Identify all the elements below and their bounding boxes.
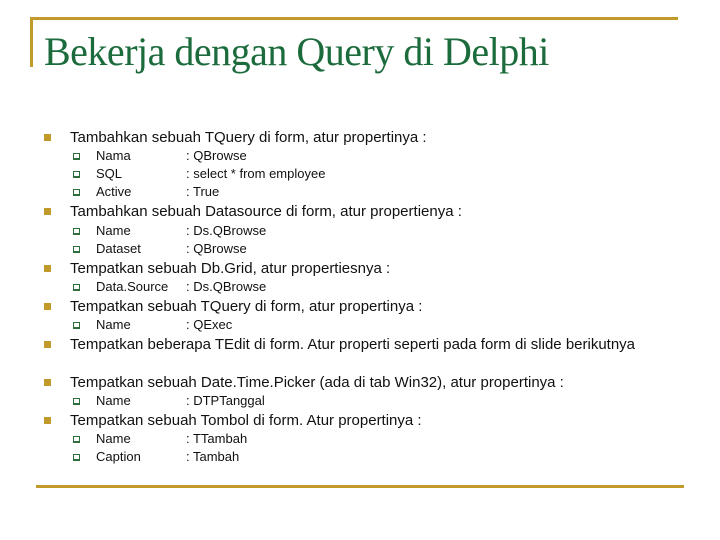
property-value: : QExec (186, 317, 233, 332)
property-name: SQL (96, 166, 123, 181)
box-bullet-icon (73, 398, 80, 405)
bullet-text: Tambahkan sebuah TQuery di form, atur propertinya : (70, 129, 427, 146)
bottom-rule (36, 485, 684, 488)
bullet-item (70, 298, 670, 315)
bullet-text: Tempatkan sebuah Date.Time.Picker (ada di tab Win32), atur propertinya : (70, 374, 564, 391)
property-name: Active (96, 184, 132, 199)
property-value: : True (186, 184, 220, 199)
bullet-text: Tempatkan sebuah Tombol di form. Atur propertinya : (70, 412, 422, 429)
bullet-item (70, 412, 670, 429)
box-bullet-icon (73, 171, 80, 178)
sub-bullet-item (96, 431, 248, 447)
bullet-text: Tempatkan sebuah TQuery di form, atur propertinya : (70, 298, 423, 315)
bullet-item (70, 260, 670, 277)
box-bullet-icon (73, 228, 80, 235)
property-value: : Ds.QBrowse (186, 223, 267, 238)
square-bullet-icon (44, 379, 51, 386)
left-rule (30, 17, 33, 67)
property-value: : QBrowse (186, 241, 247, 256)
bullet-item (70, 129, 670, 146)
property-name: Caption (96, 449, 141, 464)
sub-bullet-item (96, 279, 267, 295)
sub-bullet-item (96, 393, 265, 409)
property-value: : QBrowse (186, 148, 247, 163)
property-name: Name (96, 393, 131, 408)
property-value: : DTPTanggal (186, 393, 265, 408)
box-bullet-icon (73, 322, 80, 329)
square-bullet-icon (44, 208, 51, 215)
bullet-item (70, 374, 670, 391)
square-bullet-icon (44, 417, 51, 424)
sub-bullet-item (96, 148, 247, 164)
top-rule (30, 17, 678, 20)
box-bullet-icon (73, 284, 80, 291)
slide-title: Bekerja dengan Query di Delphi (44, 29, 549, 74)
bullet-item (70, 203, 670, 220)
bullet-text: Tempatkan sebuah Db.Grid, atur propertiesnya : (70, 260, 391, 277)
property-name: Dataset (96, 241, 141, 256)
box-bullet-icon (73, 454, 80, 461)
property-name: Data.Source (96, 279, 169, 294)
property-name: Name (96, 223, 131, 238)
sub-bullet-item (96, 223, 267, 239)
property-value: : Ds.QBrowse (186, 279, 267, 294)
square-bullet-icon (44, 265, 51, 272)
square-bullet-icon (44, 303, 51, 310)
bullet-text: Tambahkan sebuah Datasource di form, atur propertienya : (70, 203, 462, 220)
property-name: Name (96, 317, 131, 332)
property-value: : Tambah (186, 449, 240, 464)
sub-bullet-item (96, 449, 240, 465)
property-value: : TTambah (186, 431, 248, 446)
sub-bullet-item (96, 241, 247, 257)
sub-bullet-item (96, 184, 220, 200)
property-name: Nama (96, 148, 131, 163)
property-value: : select * from employee (186, 166, 326, 181)
property-name: Name (96, 431, 131, 446)
box-bullet-icon (73, 246, 80, 253)
bullet-item (70, 336, 670, 353)
box-bullet-icon (73, 436, 80, 443)
sub-bullet-item (96, 166, 326, 182)
sub-bullet-item (96, 317, 233, 333)
bullet-text: Tempatkan beberapa TEdit di form. Atur properti seperti pada form di slide berikutnya (70, 336, 636, 353)
box-bullet-icon (73, 153, 80, 160)
square-bullet-icon (44, 134, 51, 141)
square-bullet-icon (44, 341, 51, 348)
box-bullet-icon (73, 189, 80, 196)
